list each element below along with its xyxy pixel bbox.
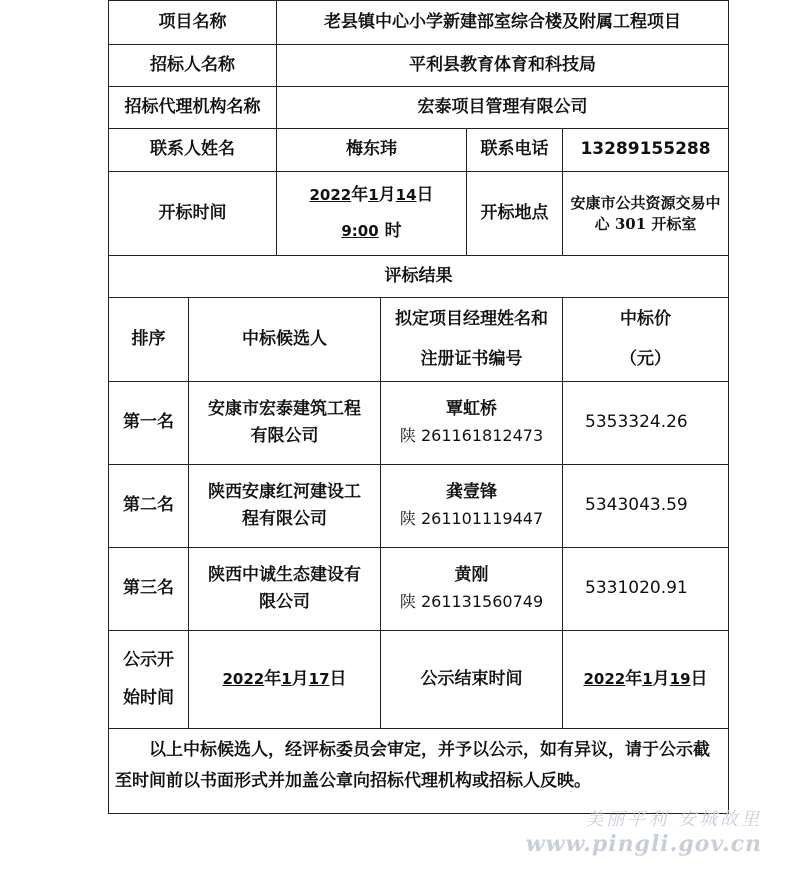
row-project-name <box>109 1 729 45</box>
year-char: 年 <box>351 184 369 205</box>
month-char: 月 <box>652 668 670 689</box>
header-rank: 排序 <box>109 298 189 382</box>
row-agency <box>109 87 729 129</box>
site-watermark <box>526 805 762 857</box>
manager-name: 黄刚 <box>454 564 489 585</box>
rank-cell: 第二名 <box>109 465 189 548</box>
company-line1: 安康市宏泰建筑工程 <box>208 398 361 419</box>
publicity-start-value <box>189 631 381 729</box>
open-day: 14 <box>395 185 417 204</box>
phone-label: 联系电话 <box>467 129 563 172</box>
header-price <box>563 298 729 382</box>
tenderer-value: 平利县教育体育和科技局 <box>277 45 729 87</box>
manager-cell <box>381 465 563 548</box>
manager-name: 龚壹锋 <box>446 481 497 502</box>
header-manager <box>381 298 563 382</box>
project-name-label: 项目名称 <box>109 1 277 45</box>
month-char: 月 <box>291 668 309 689</box>
company-line2: 有限公司 <box>250 426 319 446</box>
row-results-title <box>109 256 729 298</box>
header-manager-line1: 拟定项目经理姓名和 <box>395 309 548 330</box>
tenderer-label: 招标人名称 <box>109 45 277 87</box>
agency-label: 招标代理机构名称 <box>109 87 277 129</box>
contact-value: 梅东玮 <box>277 129 467 172</box>
publicity-end-value <box>563 631 729 729</box>
open-month: 1 <box>368 185 379 204</box>
header-manager-line2: 注册证书编号 <box>420 348 523 369</box>
publicity-start-label-line1: 公示开 <box>123 650 174 671</box>
end-year: 2022 <box>583 669 626 688</box>
open-hour: 9:00 <box>341 221 379 240</box>
company-line1: 陕西中诚生态建设有 <box>208 564 361 585</box>
end-day: 19 <box>669 669 691 688</box>
table-row <box>109 382 729 465</box>
rank-cell: 第一名 <box>109 382 189 465</box>
open-time-value <box>277 172 467 256</box>
company-line2: 限公司 <box>259 592 310 612</box>
candidate-cell <box>189 382 381 465</box>
day-char: 日 <box>690 668 708 689</box>
header-price-line1: 中标价 <box>620 309 671 330</box>
header-candidate: 中标候选人 <box>189 298 381 382</box>
company-line2: 程有限公司 <box>242 509 327 529</box>
year-char: 年 <box>264 668 282 689</box>
header-price-line2: （元） <box>620 348 671 369</box>
day-char: 日 <box>416 184 434 205</box>
row-publicity <box>109 631 729 729</box>
table-row <box>109 548 729 631</box>
row-tenderer <box>109 45 729 87</box>
company-line1: 陕西安康红河建设工 <box>208 481 361 502</box>
price-cell: 5353324.26 <box>563 382 729 465</box>
row-contact <box>109 129 729 172</box>
contact-label: 联系人姓名 <box>109 129 277 172</box>
bid-result-table <box>108 0 729 814</box>
end-month: 1 <box>642 669 653 688</box>
start-month: 1 <box>281 669 292 688</box>
manager-cert: 陕 261101119447 <box>399 509 544 528</box>
open-place-label: 开标地点 <box>467 172 563 256</box>
phone-value: 13289155288 <box>563 129 729 172</box>
start-day: 17 <box>308 669 330 688</box>
hour-char: 时 <box>384 220 402 241</box>
watermark-url: www.pingli.gov.cn <box>525 831 762 857</box>
price-cell: 5331020.91 <box>563 548 729 631</box>
row-notice <box>109 729 729 814</box>
table-row <box>109 465 729 548</box>
candidate-cell <box>189 465 381 548</box>
manager-name: 覃虹桥 <box>446 398 497 419</box>
candidate-cell <box>189 548 381 631</box>
publicity-start-label-line2: 始时间 <box>123 687 174 708</box>
project-name-value: 老县镇中心小学新建部室综合楼及附属工程项目 <box>277 1 729 45</box>
open-year: 2022 <box>309 185 352 204</box>
agency-value: 宏泰项目管理有限公司 <box>277 87 729 129</box>
day-char: 日 <box>329 668 347 689</box>
start-year: 2022 <box>222 669 265 688</box>
row-open <box>109 172 729 256</box>
rank-cell: 第三名 <box>109 548 189 631</box>
manager-cell <box>381 382 563 465</box>
price-cell: 5343043.59 <box>563 465 729 548</box>
open-place-value: 安康市公共资源交易中心 301 开标室 <box>563 172 729 256</box>
month-char: 月 <box>378 184 396 205</box>
notice-text: 以上中标候选人，经评标委员会审定，并予以公示，如有异议，请于公示截至时间前以书面形式并加盖公章向招标代理机构或招标人反映。 <box>109 729 729 814</box>
year-char: 年 <box>625 668 643 689</box>
open-time-label: 开标时间 <box>109 172 277 256</box>
results-title: 评标结果 <box>109 256 729 298</box>
publicity-end-label: 公示结束时间 <box>381 631 563 729</box>
row-results-header <box>109 298 729 382</box>
watermark-slogan: 美丽平利 安城故里 <box>585 809 762 830</box>
manager-cert: 陕 261161812473 <box>399 426 544 445</box>
publicity-start-label <box>109 631 189 729</box>
manager-cert: 陕 261131560749 <box>399 592 544 611</box>
manager-cell <box>381 548 563 631</box>
